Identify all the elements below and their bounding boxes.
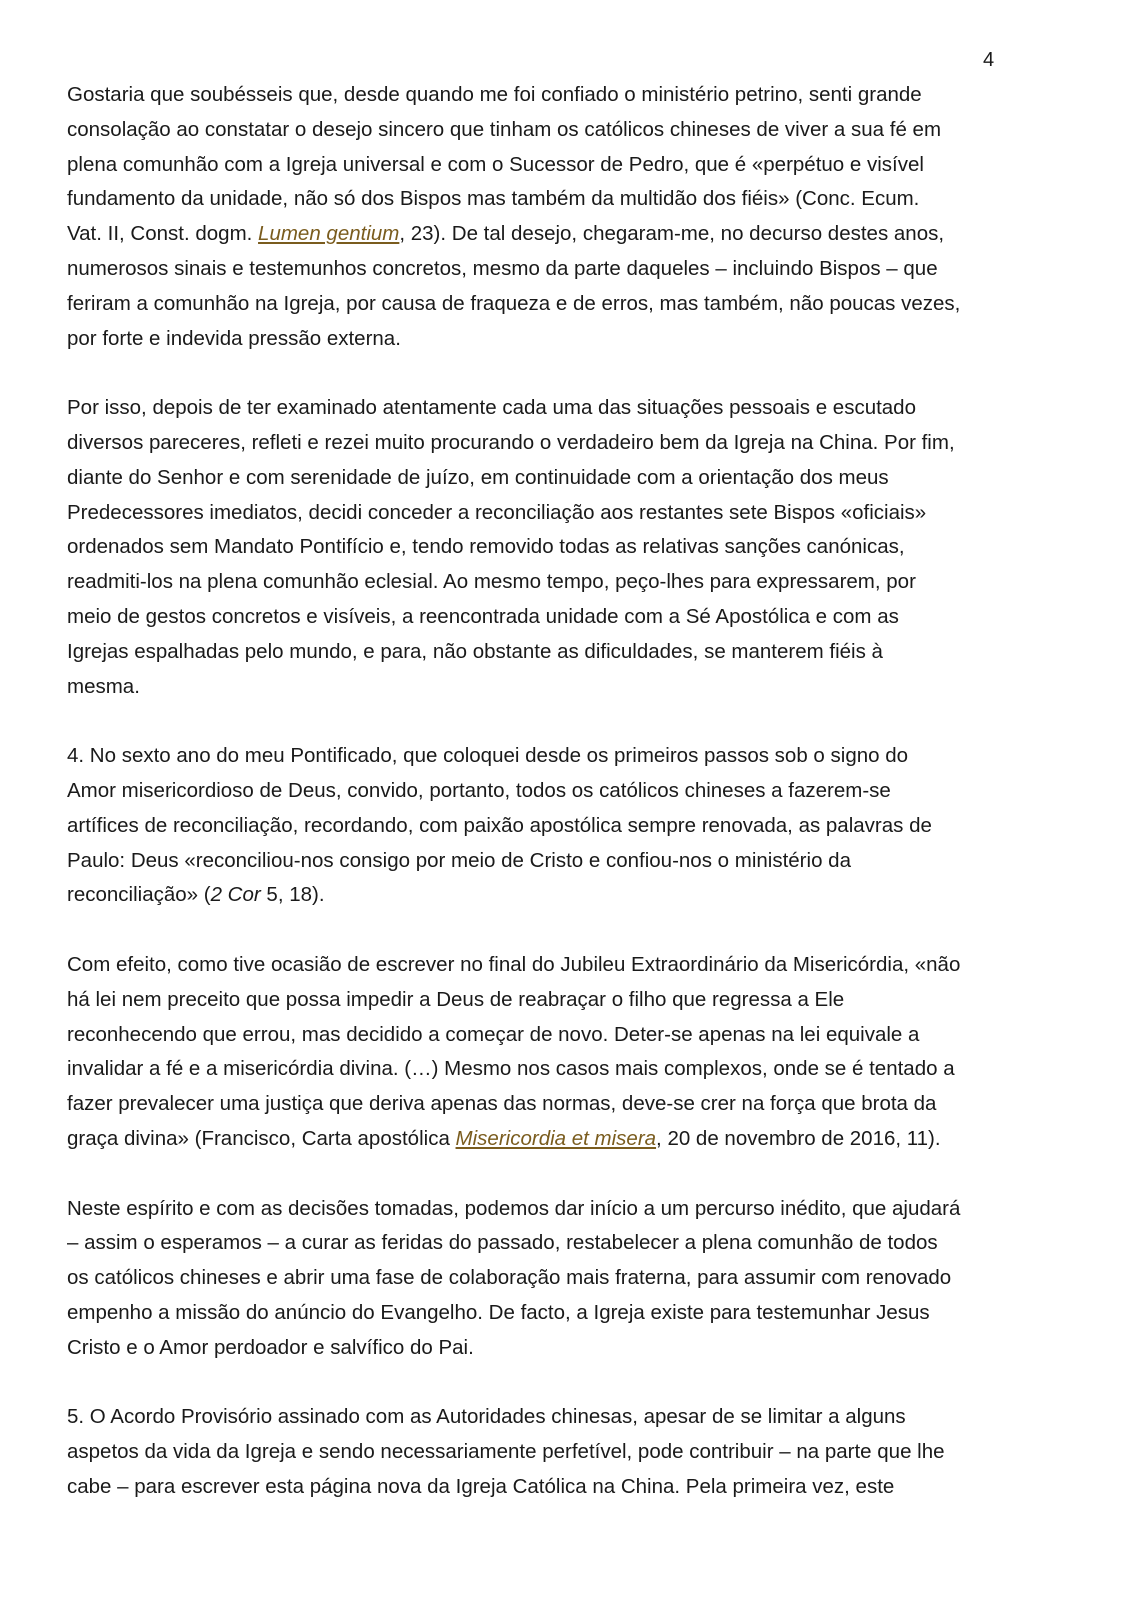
text-line: aspetos da vida da Igreja e sendo necessariamente perfetível, pode contribuir – na parte que lhe — [67, 1440, 945, 1464]
text-line: Neste espírito e com as decisões tomadas, podemos dar início a um percurso inédito, que ajudará — [67, 1196, 961, 1220]
lumen-gentium-link[interactable]: Lumen gentium — [258, 222, 400, 246]
text-line: Predecessores imediatos, decidi conceder a reconciliação aos restantes sete Bispos «oficiais» — [67, 500, 927, 524]
text-line — [67, 217, 1057, 252]
paragraph-6 — [67, 1400, 1057, 1504]
text-line: cabe – para escrever esta página nova da Igreja Católica na China. Pela primeira vez, este — [67, 1474, 895, 1498]
text-line: mesma. — [67, 674, 140, 698]
text-line: Paulo: Deus «reconciliou-nos consigo por meio de Cristo e confiou-nos o ministério da — [67, 848, 851, 872]
paragraph-5 — [67, 1192, 1057, 1366]
text-line — [67, 1122, 1057, 1157]
text-line: Igrejas espalhadas pelo mundo, e para, não obstante as dificuldades, se manterem fiéis à — [67, 639, 883, 663]
text-line: fazer prevalecer uma justiça que deriva apenas das normas, deve-se crer na força que brota da — [67, 1092, 937, 1116]
text-line: numerosos sinais e testemunhos concretos, mesmo da parte daqueles – incluindo Bispos – que — [67, 256, 938, 280]
paragraph-1 — [67, 78, 1057, 356]
text-line: os católicos chineses e abrir uma fase de colaboração mais fraterna, para assumir com renovado — [67, 1266, 952, 1290]
paragraph-2 — [67, 391, 1057, 704]
text-line: empenho a missão do anúncio do Evangelho. De facto, a Igreja existe para testemunhar Jesus — [67, 1300, 930, 1324]
bible-reference: 2 Cor — [210, 883, 261, 907]
text-line: diante do Senhor e com serenidade de juízo, em continuidade com a orientação dos meus — [67, 465, 889, 489]
text-segment: reconciliação» ( — [67, 883, 211, 907]
document-body — [67, 78, 1057, 1539]
text-line: 5. O Acordo Provisório assinado com as Autoridades chinesas, apesar de se limitar a alguns — [67, 1405, 906, 1429]
text-line: meio de gestos concretos e visíveis, a reencontrada unidade com a Sé Apostólica e com as — [67, 604, 899, 628]
text-line: plena comunhão com a Igreja universal e com o Sucessor de Pedro, que é «perpétuo e visível — [67, 152, 924, 176]
text-segment: Vat. II, Const. dogm. — [67, 222, 259, 246]
text-line: há lei nem preceito que possa impedir a Deus de reabraçar o filho que regressa a Ele — [67, 987, 845, 1011]
text-segment: , 20 de novembro de 2016, 11). — [656, 1126, 941, 1150]
text-line: diversos pareceres, refleti e rezei muito procurando o verdadeiro bem da Igreja na China. Por fim, — [67, 430, 955, 454]
text-line: Gostaria que soubésseis que, desde quando me foi confiado o ministério petrino, senti grande — [67, 83, 922, 106]
text-line: reconhecendo que errou, mas decidido a começar de novo. Deter-se apenas na lei equivale a — [67, 1022, 920, 1046]
text-line: Por isso, depois de ter examinado atentamente cada uma das situações pessoais e escutado — [67, 396, 916, 420]
text-line: Cristo e o Amor perdoador e salvífico do Pai. — [67, 1335, 474, 1359]
text-segment: graça divina» (Francisco, Carta apostólica — [67, 1126, 456, 1150]
text-line: Com efeito, como tive ocasião de escrever no final do Jubileu Extraordinário da Misericórdia, «não — [67, 952, 961, 976]
text-line: fundamento da unidade, não só dos Bispos mas também da multidão dos fiéis» (Conc. Ecum. — [67, 187, 920, 211]
text-segment: , 23). De tal desejo, chegaram-me, no decurso destes anos, — [399, 222, 945, 246]
text-line: artífices de reconciliação, recordando, com paixão apostólica sempre renovada, as palavras de — [67, 813, 932, 837]
text-line: readmiti-los na plena comunhão eclesial. Ao mesmo tempo, peço-lhes para expressarem, por — [67, 570, 916, 594]
paragraph-4 — [67, 948, 1057, 1157]
text-line: feriram a comunhão na Igreja, por causa de fraqueza e de erros, mas também, não poucas vezes, — [67, 291, 961, 315]
text-line: ordenados sem Mandato Pontifício e, tendo removido todas as relativas sanções canónicas, — [67, 535, 905, 559]
text-line: por forte e indevida pressão externa. — [67, 326, 401, 350]
text-line: consolação ao constatar o desejo sincero que tinham os católicos chineses de viver a sua fé em — [67, 117, 942, 141]
text-line: 4. No sexto ano do meu Pontificado, que coloquei desde os primeiros passos sob o signo do — [67, 744, 909, 768]
text-segment: 5, 18). — [260, 883, 325, 907]
page-number: 4 — [983, 49, 995, 71]
paragraph-3 — [67, 739, 1057, 913]
text-line — [67, 878, 1057, 913]
text-line: – assim o esperamos – a curar as feridas do passado, restabelecer a plena comunhão de todos — [67, 1231, 938, 1255]
misericordia-et-misera-link[interactable]: Misericordia et misera — [455, 1126, 657, 1150]
text-line: Amor misericordioso de Deus, convido, portanto, todos os católicos chineses a fazerem-se — [67, 778, 891, 802]
text-line: invalidar a fé e a misericórdia divina. (…) Mesmo nos casos mais complexos, onde se é tentado a — [67, 1057, 955, 1081]
